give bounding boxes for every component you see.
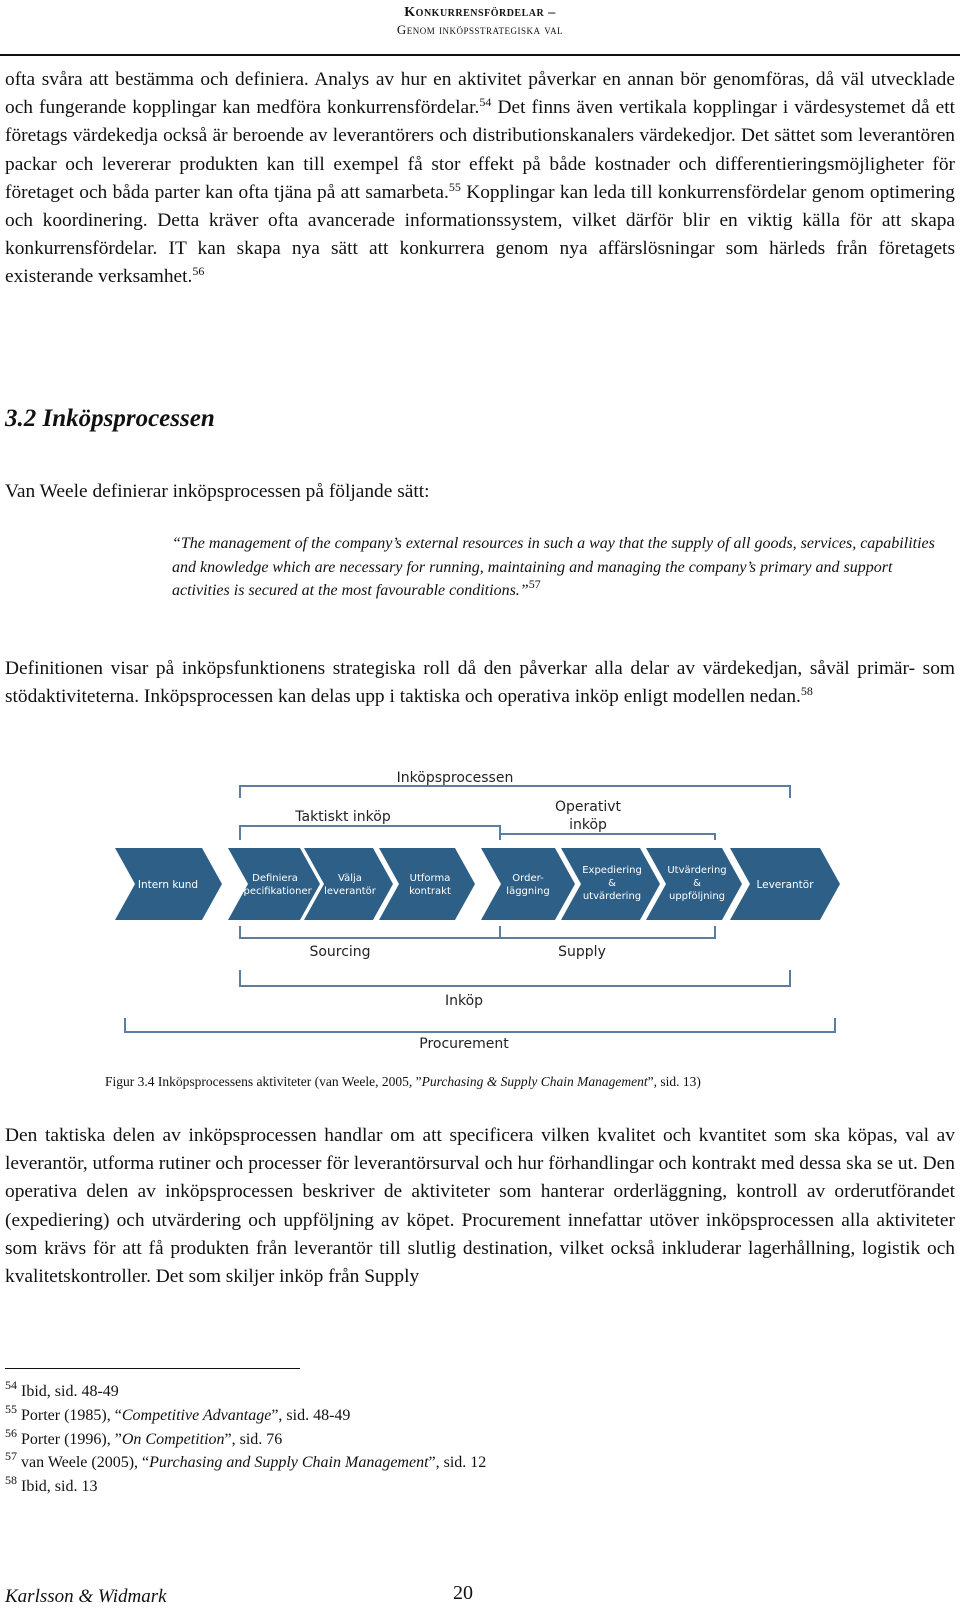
step-label: kontrakt (409, 886, 451, 897)
header-rule (0, 54, 960, 56)
paragraph-text: Kopplingar kan leda till konkurrensfördelar genom optimering och koordinering. Detta kräver ofta avancerade informationssystem, vilket därför blir en viktig källa för att skapa konkurrensfördelar. IT kan skapa nya sätt att konkurrera genom nya affärslösningar som härleds från företagets existerande verksamhet. (5, 181, 955, 288)
bracket-operativt-inkop (500, 834, 715, 840)
step-label: Order- (512, 873, 544, 884)
footer-authors: Karlsson & Widmark (5, 1586, 167, 1607)
label-taktiskt-inkop: Taktiskt inköp (295, 809, 391, 825)
caption-prefix: Figur 3.4 Inköpsprocessens aktiviteter (van Weele, 2005, ” (105, 1074, 422, 1089)
label-operativt-line2: inköp (569, 817, 607, 833)
label-procurement: Procurement (419, 1036, 509, 1052)
footnote-rule (5, 1368, 300, 1369)
label-supply: Supply (558, 944, 606, 960)
footnote-text: Ibid, sid. 48-49 (21, 1383, 119, 1400)
paragraph-text: Den taktiska delen av inköpsprocessen handlar om att specificera vilken kvalitet och kvantitet som ska köpas, val av leverantör, utforma rutiner och processer för leverantörsurval och hur förhandlingar och kontrakt med dessa ska se ut. Den operativa delen av inköpsprocessen beskriver de aktiviteter som hanterar orderläggning, kontroll av orderutförandet (expediering) och utvärdering och uppföljning av köpet. Procurement innefattar utöver inköpsprocessen alla aktiviteter som krävs för att få produkten från leverantör till slutlig destination, vilket också inkluderar lagerhållning, logistik och kvalitetskontroller. Det som skiljer inköp från Supply (5, 1125, 955, 1288)
running-header (330, 4, 630, 38)
quote-text: “The management of the company’s external resources in such a way that the supply of all goods, services, capabilities and knowledge which are necessary for running, maintaining and managing the company’s primary and support activities is secured at the most favourable conditions.” (172, 535, 935, 599)
caption-title: Purchasing & Supply Chain Management (421, 1074, 648, 1089)
footnote-text: ”, sid. 48-49 (271, 1406, 351, 1424)
step-label: & (608, 878, 616, 889)
footnote-ref: 57 (528, 577, 541, 591)
step-definiera-specifikationer (228, 848, 320, 920)
footnote-text: Porter (1996), ” (21, 1430, 122, 1448)
paragraph-text: Det finns även vertikala kopplingar i värdesystemet då ett företags värdekedja också är beroende av leverantörers och distributionskanalers värdekedjor. Det sättet som leverantören packar och levererar produkten kan till exempel få stor effekt på både kostnader och differentieringsmöjligheter för företaget och båda parter kan ofta tjäna på att samarbeta. (5, 97, 955, 203)
footnote (5, 1380, 705, 1404)
footnote-number: 55 (5, 1401, 17, 1416)
footnote-number: 58 (5, 1473, 17, 1488)
step-label: Utvärdering (667, 865, 727, 876)
footnote-text: Ibid, sid. 13 (21, 1478, 98, 1496)
step-utvardering-uppfoljning (646, 848, 742, 920)
intro-paragraph (5, 478, 955, 506)
step-label: Intern kund (137, 879, 199, 891)
caption-suffix: ”, sid. 13) (647, 1074, 701, 1089)
step-label: läggning (506, 886, 550, 897)
step-label: specifikationer (238, 886, 312, 897)
page-number: 20 (453, 1582, 473, 1604)
footnote-number: 57 (5, 1449, 17, 1464)
bracket-taktiskt-inkop (240, 826, 500, 840)
footnote-title: On Competition (121, 1430, 225, 1448)
footnote-text: Porter (1985), “ (21, 1406, 122, 1424)
label-inkop: Inköp (444, 993, 484, 1009)
step-label: uppföljning (668, 891, 726, 902)
footnote-ref: 56 (192, 264, 205, 279)
paragraph-definition (5, 655, 955, 711)
bracket-inkop (240, 970, 790, 986)
label-sourcing: Sourcing (309, 944, 371, 960)
label-inkopsprocessen: Inköpsprocessen (396, 770, 514, 786)
footnote-ref: 58 (800, 684, 813, 699)
footnote (5, 1475, 705, 1499)
footnote-text: van Weele (2005), “ (21, 1454, 150, 1472)
step-intern-kund (115, 848, 222, 920)
step-label: Leverantör (756, 879, 814, 891)
intro-text: Van Weele definierar inköpsprocessen på följande sätt: (5, 481, 430, 502)
header-subtitle: Genom inköpsstrategiska val (396, 22, 564, 37)
footnote-number: 54 (5, 1378, 17, 1392)
step-label: Välja (338, 873, 362, 884)
step-label: leverantör (324, 886, 376, 897)
footnote (5, 1401, 705, 1428)
step-label: utvärdering (582, 891, 642, 902)
footnotes (5, 1380, 705, 1499)
step-label: & (693, 878, 701, 889)
label-operativt-line1: Operativt (554, 799, 622, 815)
section-heading: 3.2 Inköpsprocessen (5, 405, 215, 432)
step-label: Definiera (252, 873, 298, 884)
step-utforma-kontrakt (379, 848, 475, 920)
paragraph-linkages (5, 66, 955, 292)
paragraph-text: Definitionen visar på inköpsfunktionens strategiska roll då den påverkar alla delar av värdekedjan, såväl primär- som stödaktiviteterna. Inköpsprocessen kan delas upp i taktiska och operativa inköp enligt modellen nedan. (5, 658, 955, 708)
footnote-number: 56 (5, 1425, 17, 1440)
bracket-inkopsprocessen (240, 786, 790, 798)
step-orderlaggning (481, 848, 575, 920)
step-expediering-utvardering (561, 848, 660, 920)
footnote-text: ”, sid. 76 (224, 1430, 283, 1448)
figure-caption (105, 1074, 865, 1090)
header-title: Konkurrensfördelar – (404, 5, 556, 20)
step-label: Expediering (582, 865, 642, 876)
paragraph-text: ofta svåra att bestämma och definiera. Analys av hur en aktivitet påverkar en annan bör genomföras, då väl utvecklade och fungerande kopplingar kan medföra konkurrensfördelar. (5, 69, 955, 119)
bracket-sourcing-supply (240, 926, 715, 938)
footnote-ref: 55 (448, 179, 461, 194)
footnote-title: Competitive Advantage (121, 1406, 272, 1424)
paragraph-tactical-operative (5, 1122, 955, 1291)
footnote (5, 1451, 705, 1475)
footnote (5, 1425, 705, 1452)
bracket-procurement (125, 1018, 835, 1032)
process-diagram (110, 760, 850, 1070)
block-quote (172, 532, 942, 603)
footnote-title: Purchasing and Supply Chain Management (149, 1454, 429, 1472)
purchasing-process-figure (110, 760, 850, 1070)
step-leverantor (730, 848, 840, 920)
step-label: Utforma (409, 873, 451, 884)
footnote-text: ”, sid. 12 (428, 1454, 487, 1472)
footnote-ref: 54 (479, 95, 492, 110)
